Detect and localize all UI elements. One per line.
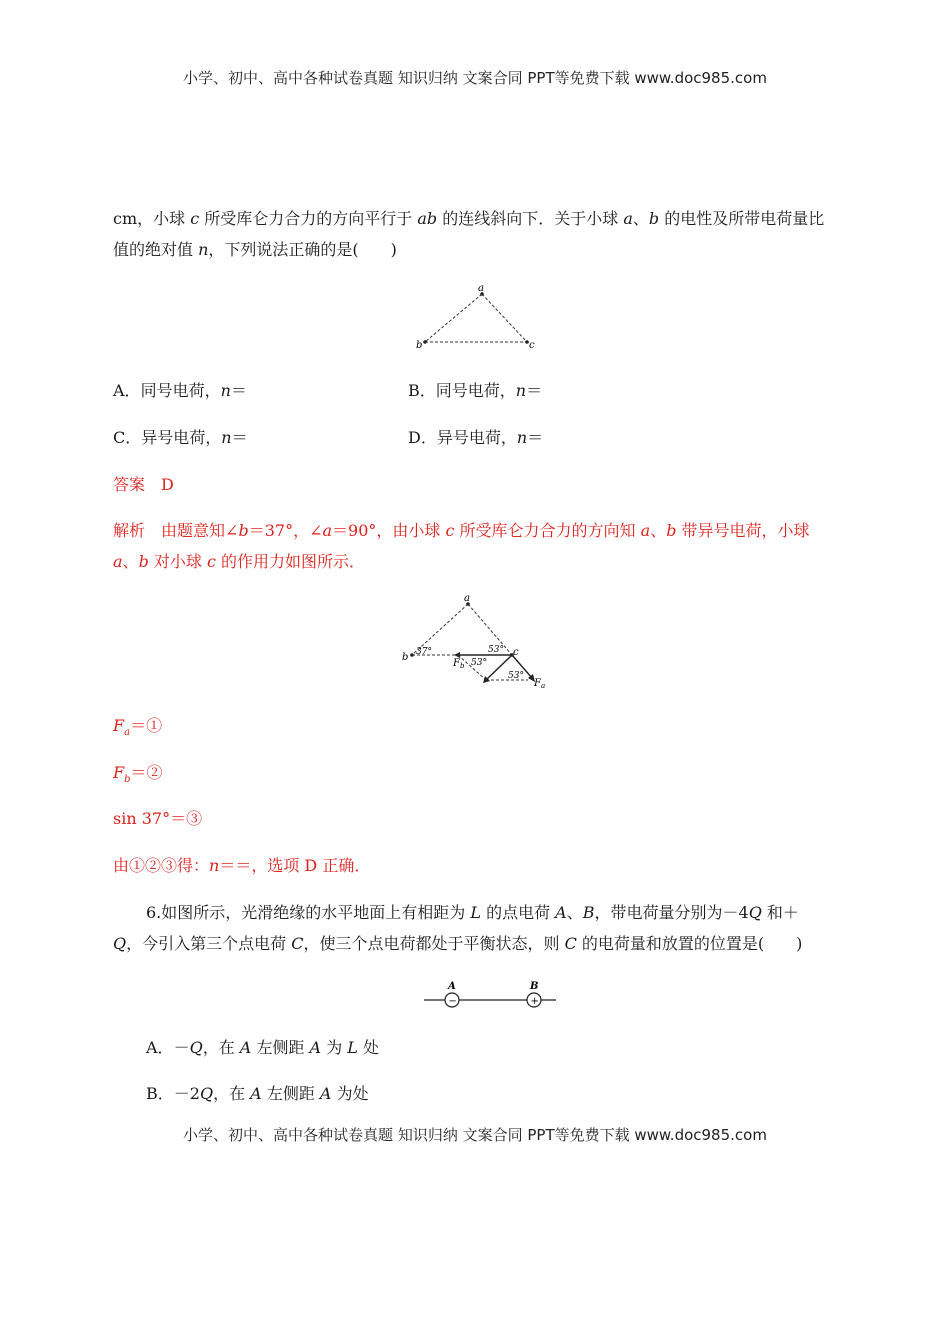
fig2-angle-low: 53° — [508, 671, 524, 681]
q5-option-b: B．同号电荷，n＝ — [408, 381, 543, 400]
force-diagram-figure — [398, 592, 558, 692]
page-header: 小学、初中、高中各种试卷真题 知识归纳 文案合同 PPT等免费下载 www.doc985.com — [183, 69, 767, 87]
q5-option-d: D．异号电荷，n＝ — [408, 428, 544, 447]
equation-fb: $F_b=②$ — [113, 763, 163, 786]
fig2-label-a: a — [464, 593, 470, 604]
charge-b-sign: + — [530, 996, 539, 1007]
q5-option-a: A．同号电荷，n＝ — [113, 381, 247, 400]
q5-analysis-line1: 解析 由题意知∠b＝37°，∠a＝90°，由小球 c 所受库仑力合力的方向知 a、b 带异号电荷，小球 — [113, 521, 810, 540]
q6-option-a: A．－Q，在 A 左侧距 A 为 L 处 — [146, 1038, 380, 1057]
page-footer: 小学、初中、高中各种试卷真题 知识归纳 文案合同 PPT等免费下载 www.doc985.com — [183, 1126, 767, 1144]
fig2-label-fb: $F_b$ — [453, 658, 465, 670]
q6-stem-line1: 6.如图所示，光滑绝缘的水平地面上有相距为 L 的点电荷 A、B，带电荷量分别为－4Q 和＋ — [146, 903, 799, 922]
fig1-label-b: b — [416, 340, 423, 351]
equation-sin: sin 37°＝③ — [113, 809, 203, 828]
equation-fa: $F_a=①$ — [113, 716, 163, 739]
fig2-angle-b: 37° — [416, 647, 432, 657]
q5-analysis-line2: a、b 对小球 c 的作用力如图所示． — [113, 552, 366, 571]
q6-stem-line2: Q，今引入第三个点电荷 C，使三个点电荷都处于平衡状态，则 C 的电荷量和放置的位置是( ) — [113, 934, 803, 953]
q5-option-c: C．异号电荷，n＝ — [113, 428, 248, 447]
fig2-label-fa: $F_a$ — [534, 678, 546, 690]
charge-a-label: A — [448, 981, 456, 992]
fig2-angle-c1: 53° — [488, 645, 504, 655]
charge-a-sign: − — [448, 996, 457, 1007]
fig1-label-a: a — [478, 283, 484, 294]
fig2-label-b: b — [402, 652, 409, 663]
q5-answer: 答案 D — [113, 475, 174, 494]
q5-stem-line1: cm，小球 c 所受库仑力合力的方向平行于 ab 的连线斜向下．关于小球 a、b 的电性及所带电荷量比 — [113, 209, 825, 228]
fig2-label-c: c — [513, 647, 519, 658]
q5-conclusion: 由①②③得：n＝＝，选项 D 正确． — [113, 856, 371, 875]
charges-figure — [420, 978, 560, 1014]
charge-b-label: B — [530, 981, 539, 992]
fig1-label-c: c — [529, 340, 535, 351]
q6-option-b: B．－2Q，在 A 左侧距 A 为处 — [146, 1084, 369, 1103]
q5-stem-line2: 值的绝对值 n，下列说法正确的是( ) — [113, 240, 397, 259]
fig2-angle-c2: 53° — [471, 658, 487, 668]
triangle-figure — [410, 282, 540, 352]
